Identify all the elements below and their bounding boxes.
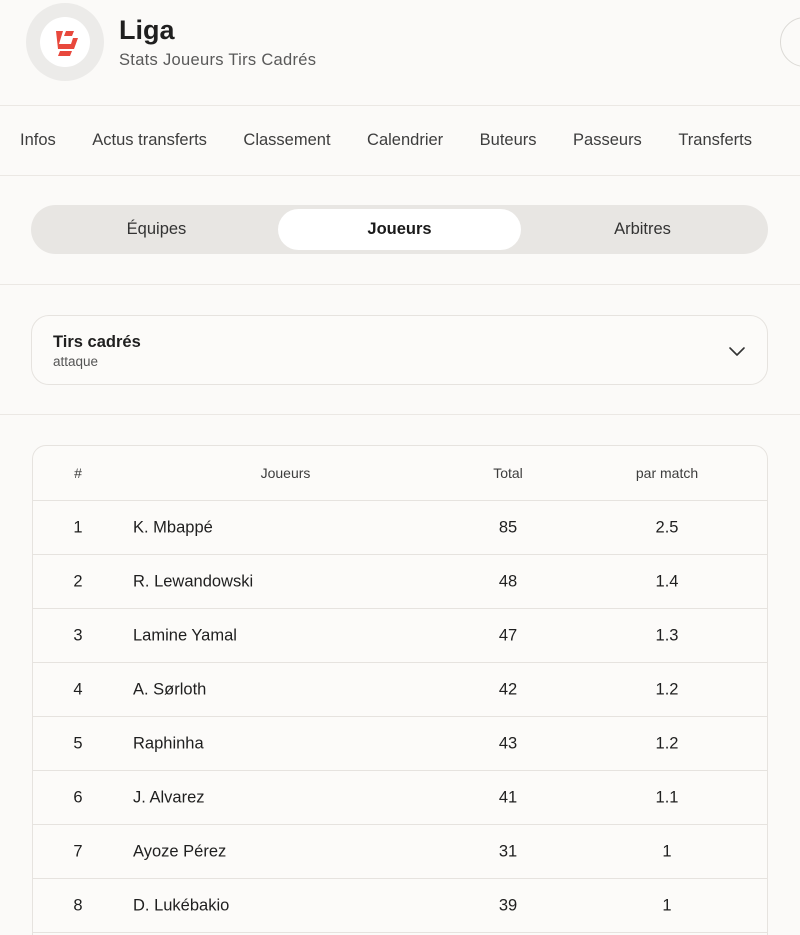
row-rank: 1 <box>73 518 83 536</box>
table-row[interactable] <box>33 771 767 825</box>
table-row[interactable] <box>33 825 767 879</box>
page-subtitle: Stats Joueurs Tirs Cadrés <box>119 51 317 69</box>
nav-item-actus-transferts[interactable]: Actus transferts <box>92 131 207 149</box>
row-per-match: 1.2 <box>655 734 679 752</box>
league-logo-inner <box>40 17 90 67</box>
entity-segmented-control <box>31 205 768 254</box>
section-nav <box>0 106 800 176</box>
row-total: 41 <box>498 788 518 806</box>
row-total: 48 <box>498 572 518 590</box>
nav-item-buteurs[interactable]: Buteurs <box>479 131 537 149</box>
table-row[interactable] <box>33 663 767 717</box>
row-player-name[interactable]: D. Lukébakio <box>133 896 230 914</box>
row-player-name[interactable]: Raphinha <box>133 734 204 752</box>
table-row[interactable] <box>33 717 767 771</box>
row-total: 39 <box>498 896 518 914</box>
table-row[interactable] <box>33 555 767 609</box>
header-rank: # <box>74 465 82 481</box>
table-row[interactable] <box>33 879 767 933</box>
nav-item-infos[interactable]: Infos <box>20 131 56 149</box>
row-total: 47 <box>498 626 518 644</box>
header-player: Joueurs <box>260 465 311 481</box>
row-total: 85 <box>498 518 518 536</box>
header-action-button[interactable] <box>780 17 800 67</box>
row-rank: 5 <box>73 734 83 752</box>
stat-select-dropdown[interactable] <box>31 315 768 385</box>
row-per-match: 1.4 <box>655 572 679 590</box>
row-total: 31 <box>498 842 518 860</box>
row-rank: 6 <box>73 788 83 806</box>
row-player-name[interactable]: Lamine Yamal <box>133 626 237 644</box>
segment-joueurs[interactable]: Joueurs <box>278 209 521 250</box>
stat-select-section <box>0 285 800 415</box>
stat-select-title: Tirs cadrés <box>53 333 141 351</box>
row-rank: 7 <box>73 842 83 860</box>
table-row[interactable] <box>33 501 767 555</box>
row-player-name[interactable]: Ayoze Pérez <box>133 842 227 860</box>
table-header-row <box>33 446 767 501</box>
nav-item-calendrier[interactable]: Calendrier <box>367 131 444 149</box>
segment-equipes[interactable]: Équipes <box>126 220 187 238</box>
laliga-logo-icon <box>50 27 80 57</box>
row-player-name[interactable]: K. Mbappé <box>133 518 213 536</box>
row-rank: 2 <box>73 572 83 590</box>
row-rank: 8 <box>73 896 83 914</box>
row-rank: 4 <box>73 680 83 698</box>
row-player-name[interactable]: R. Lewandowski <box>133 572 254 590</box>
stat-select-category: attaque <box>53 354 99 369</box>
nav-item-passeurs[interactable]: Passeurs <box>573 131 642 149</box>
player-stats-table <box>32 445 768 935</box>
row-total: 43 <box>498 734 518 752</box>
nav-item-classement[interactable]: Classement <box>243 131 331 149</box>
header-total[interactable]: Total <box>493 465 523 481</box>
row-total: 42 <box>498 680 518 698</box>
nav-item-transferts[interactable]: Transferts <box>678 131 752 149</box>
row-per-match: 1.3 <box>655 626 679 644</box>
entity-switcher-section <box>0 176 800 285</box>
chevron-down-icon <box>727 341 747 361</box>
league-logo[interactable] <box>26 3 104 81</box>
row-per-match: 2.5 <box>655 518 679 536</box>
row-player-name[interactable]: J. Alvarez <box>133 788 205 806</box>
row-per-match: 1 <box>662 896 672 914</box>
row-per-match: 1.1 <box>655 788 679 806</box>
row-rank: 3 <box>73 626 83 644</box>
table-row[interactable] <box>33 609 767 663</box>
row-per-match: 1.2 <box>655 680 679 698</box>
page-title: Liga <box>119 15 175 45</box>
header-per-match[interactable]: par match <box>635 465 699 481</box>
page-header <box>0 0 800 106</box>
row-per-match: 1 <box>662 842 672 860</box>
row-player-name[interactable]: A. Sørloth <box>133 680 207 698</box>
segment-arbitres[interactable]: Arbitres <box>614 220 671 238</box>
